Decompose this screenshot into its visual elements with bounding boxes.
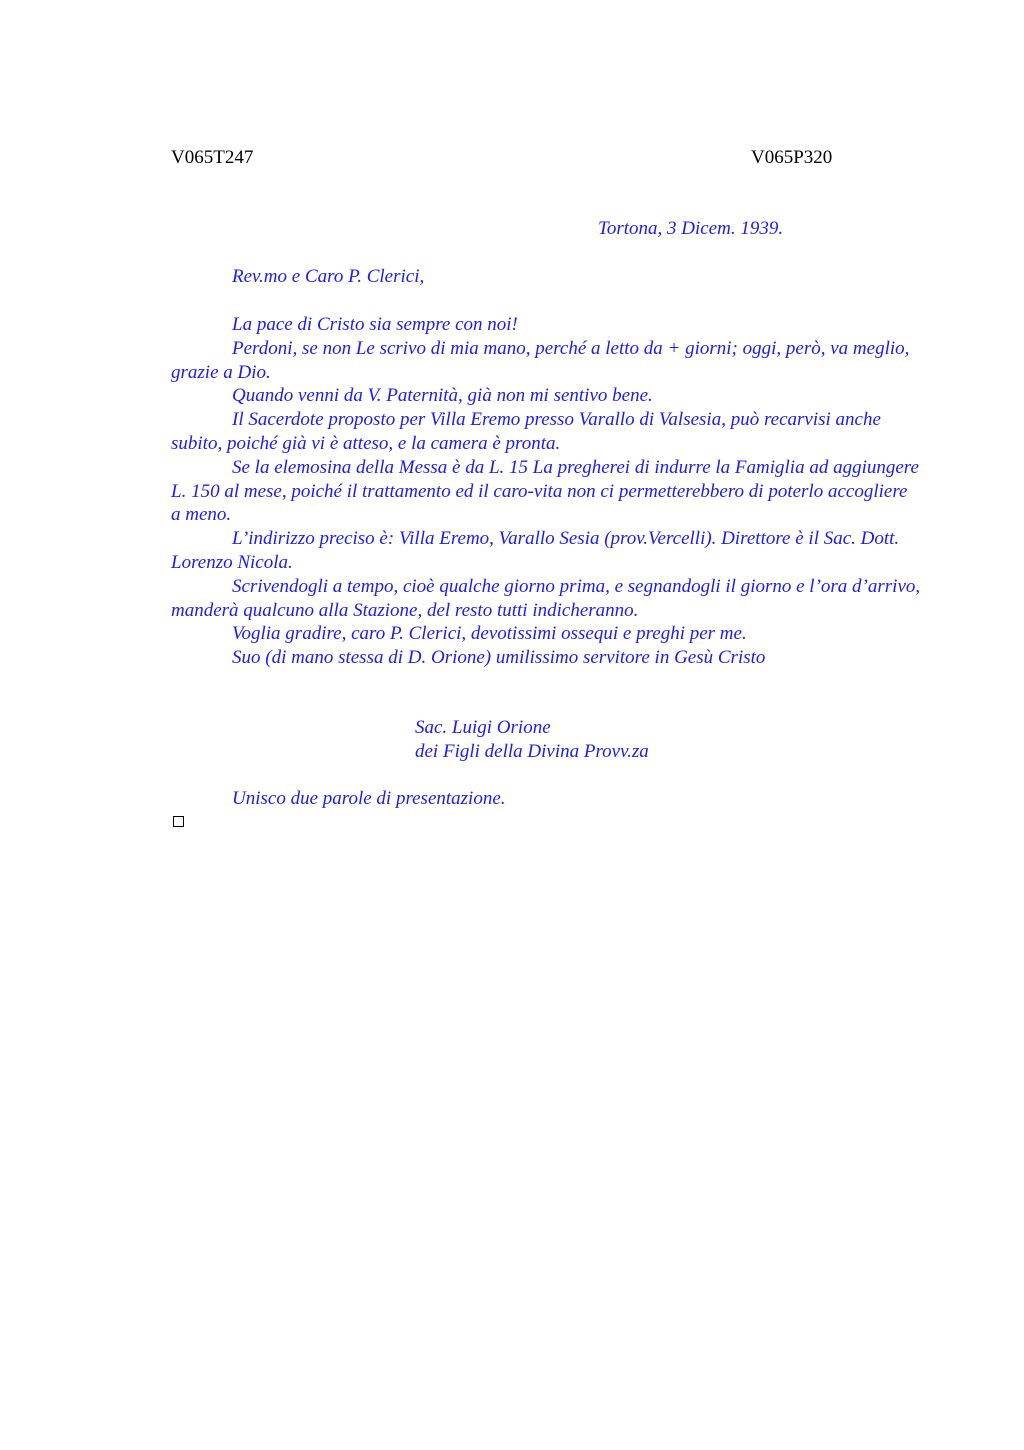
letter-paragraph: L’indirizzo preciso è: Villa Eremo, Varallo Sesia (prov.Vercelli). Direttore è il Sac. Dott. Lorenzo Nicola. bbox=[171, 528, 900, 573]
letter-paragraph: Voglia gradire, caro P. Clerici, devotissimi ossequi e preghi per me. bbox=[232, 623, 747, 645]
document-code-left: V065T247 bbox=[171, 147, 254, 168]
letter-paragraph: Quando venni da V. Paternità, già non mi sentivo bene. bbox=[232, 385, 653, 407]
letter-paragraph: Perdoni, se non Le scrivo di mia mano, perché a letto da + giorni; oggi, però, va meglio, grazie a Dio. bbox=[171, 337, 910, 383]
letter-paragraph: Il Sacerdote proposto per Villa Eremo presso Varallo di Valsesia, può recarvisi anche subito, poiché già vi è atteso, e la camera è pronta. bbox=[171, 409, 881, 454]
page-code-right: V065P320 bbox=[751, 147, 833, 168]
signature-name: Sac. Luigi Orione bbox=[415, 717, 551, 738]
letter-signature bbox=[415, 716, 649, 764]
letter-paragraph: Se la elemosina della Messa è da L. 15 La pregherei di indurre la Famiglia ad aggiungere L. 150 al mese, poiché il trattamento ed il caro-vita non ci permetterebbero di poterlo accogliere a meno. bbox=[171, 456, 919, 526]
letter-body bbox=[171, 313, 921, 670]
letter-paragraph: La pace di Cristo sia sempre con noi! bbox=[232, 314, 518, 335]
letter-postscript: Unisco due parole di presentazione. bbox=[232, 788, 506, 809]
letter-paragraph: Suo (di mano stessa di D. Orione) umilissimo servitore in Gesù Cristo bbox=[232, 647, 766, 669]
signature-title: dei Figli della Divina Provv.za bbox=[415, 741, 649, 762]
square-outline-icon bbox=[173, 816, 184, 827]
letter-salutation: Rev.mo e Caro P. Clerici, bbox=[232, 266, 425, 287]
letter-date: Tortona, 3 Dicem. 1939. bbox=[598, 218, 784, 239]
letter-paragraph: Scrivendogli a tempo, cioè qualche giorno prima, e segnandogli il giorno e l’ora d’arrivo, manderà qualcuno alla Stazione, del resto tutti indicheranno. bbox=[171, 575, 921, 621]
